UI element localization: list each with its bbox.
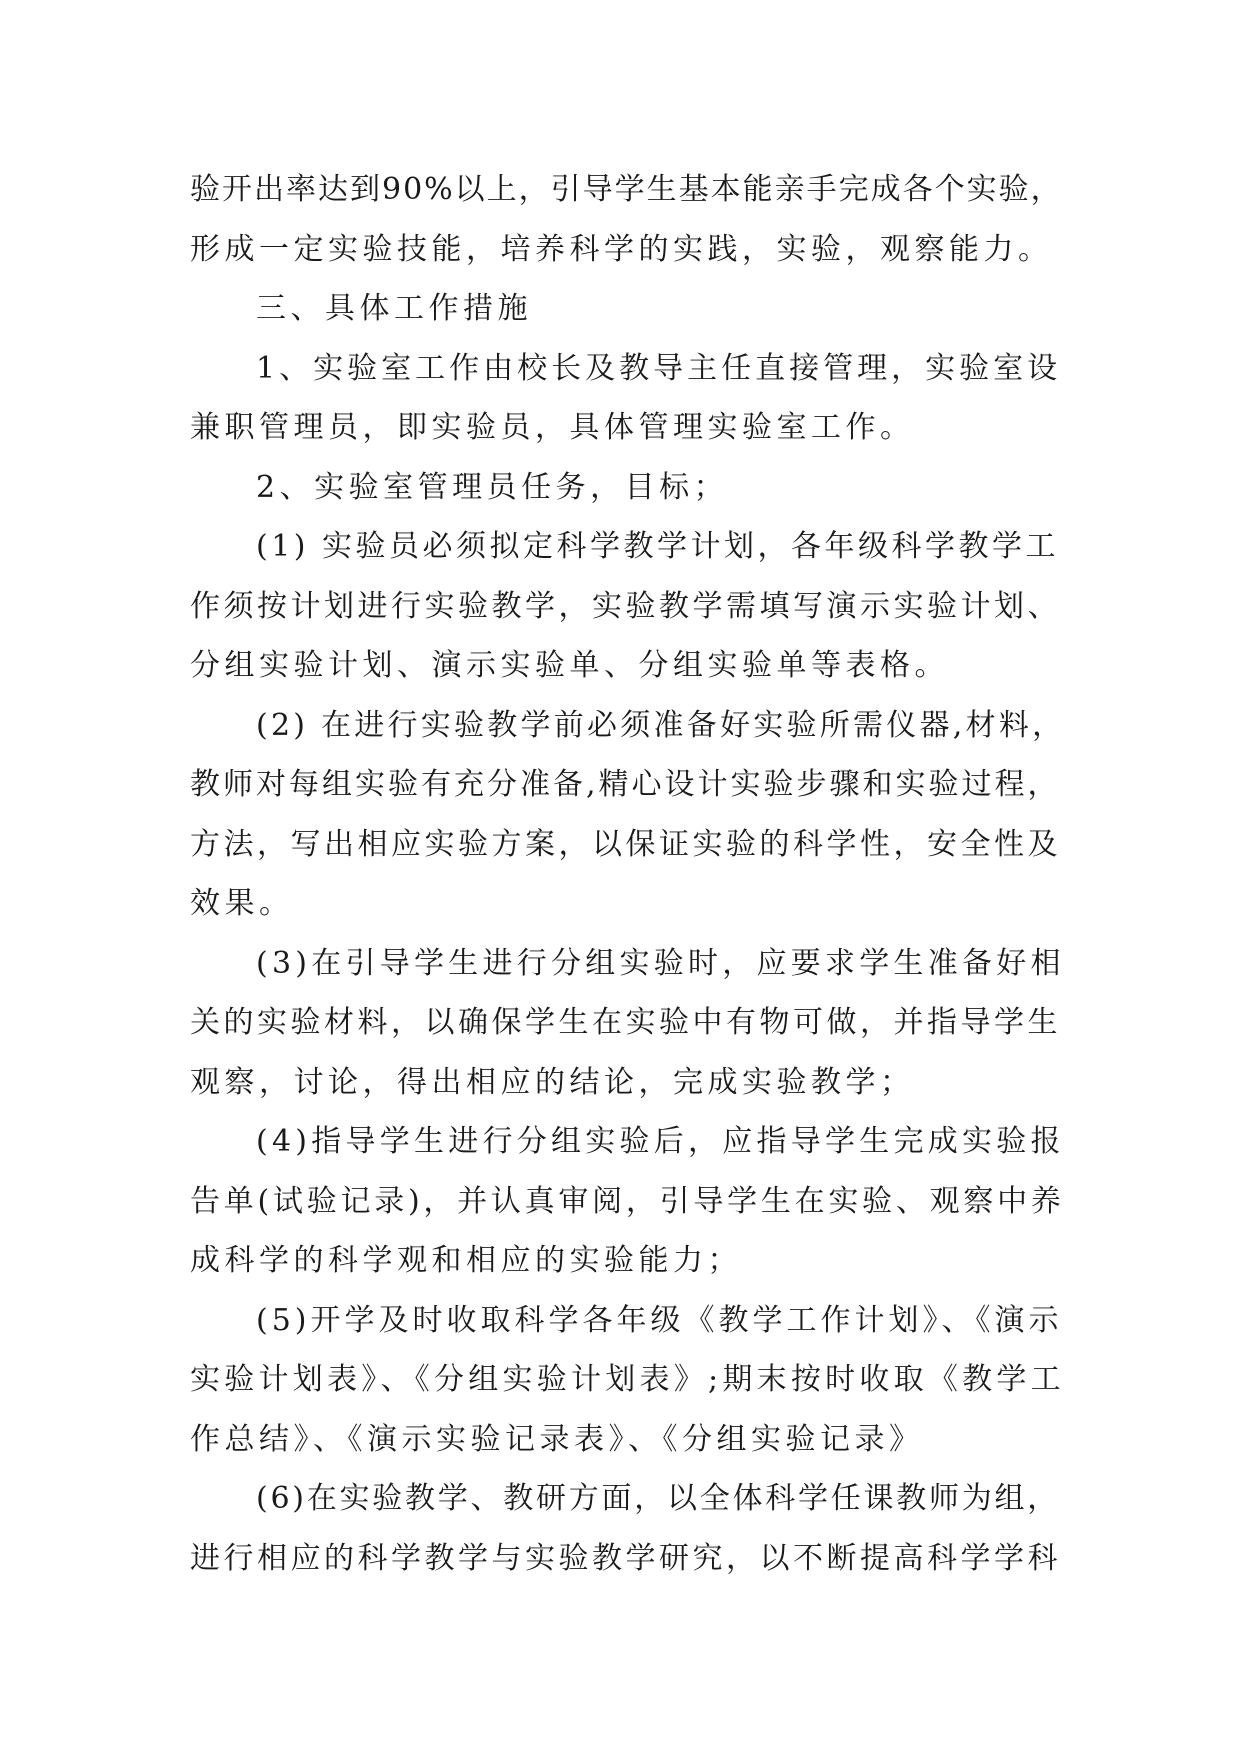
document-body	[190, 160, 1066, 1588]
text-line: 形成一定实验技能，培养科学的实践，实验，观察能力。	[190, 231, 1053, 267]
text-line: 关的实验材料，以确保学生在实验中有物可做，并指导学生	[190, 1005, 1061, 1040]
text-line: 观察，讨论，得出相应的结论，完成实验教学；	[190, 1064, 915, 1100]
text-line: 告单(试验记录)，并认真审阅，引导学生在实验、观察中养	[190, 1183, 1065, 1219]
text-line: 成科学的科学观和相应的实验能力；	[190, 1243, 742, 1278]
text-line: 作总结》、《演示实验记录表》、《分组实验记录》	[190, 1421, 924, 1457]
text-line: 1、实验室工作由校长及教导主任直接管理，实验室设	[256, 350, 1062, 386]
text-line: 兼职管理员，即实验员，具体管理实验室工作。	[190, 410, 915, 445]
text-line: 作须按计划进行实验教学，实验教学需填写演示实验计划、	[190, 588, 1061, 624]
text-line: (6)在实验教学、教研方面，以全体科学任课教师为组，	[256, 1481, 1060, 1516]
text-line: 2、实验室管理员任务，目标；	[256, 469, 729, 505]
text-line: 进行相应的科学教学与实验教学研究，以不断提高科学学科	[190, 1540, 1061, 1576]
text-line: 验开出率达到90%以上，引导学生基本能亲手完成各个实验，	[190, 172, 1063, 207]
text-line: 实验计划表》、《分组实验计划表》;期末按时收取《教学工	[190, 1362, 1065, 1397]
text-line: 分组实验计划、演示实验单、分组实验单等表格。	[190, 648, 949, 683]
text-line: (2) 在进行实验教学前必须准备好实验所需仪器,材料，	[256, 707, 1066, 743]
section-heading: 三、具体工作措施	[256, 291, 532, 326]
text-line: 效果。	[190, 886, 294, 921]
text-line: (5)开学及时收取科学各年级《教学工作计划》、《演示	[256, 1302, 1063, 1338]
text-line: (4)指导学生进行分组实验后，应指导学生完成实验报	[256, 1124, 1065, 1159]
text-line: 教师对每组实验有充分准备,精心设计实验步骤和实验过程，	[190, 767, 1061, 802]
text-line: (3)在引导学生进行分组实验时，应要求学生准备好相	[256, 945, 1065, 981]
text-line: (1) 实验员必须拟定科学教学计划，各年级科学教学工	[256, 529, 1060, 564]
text-line: 方法，写出相应实验方案，以保证实验的科学性，安全性及	[190, 826, 1061, 862]
